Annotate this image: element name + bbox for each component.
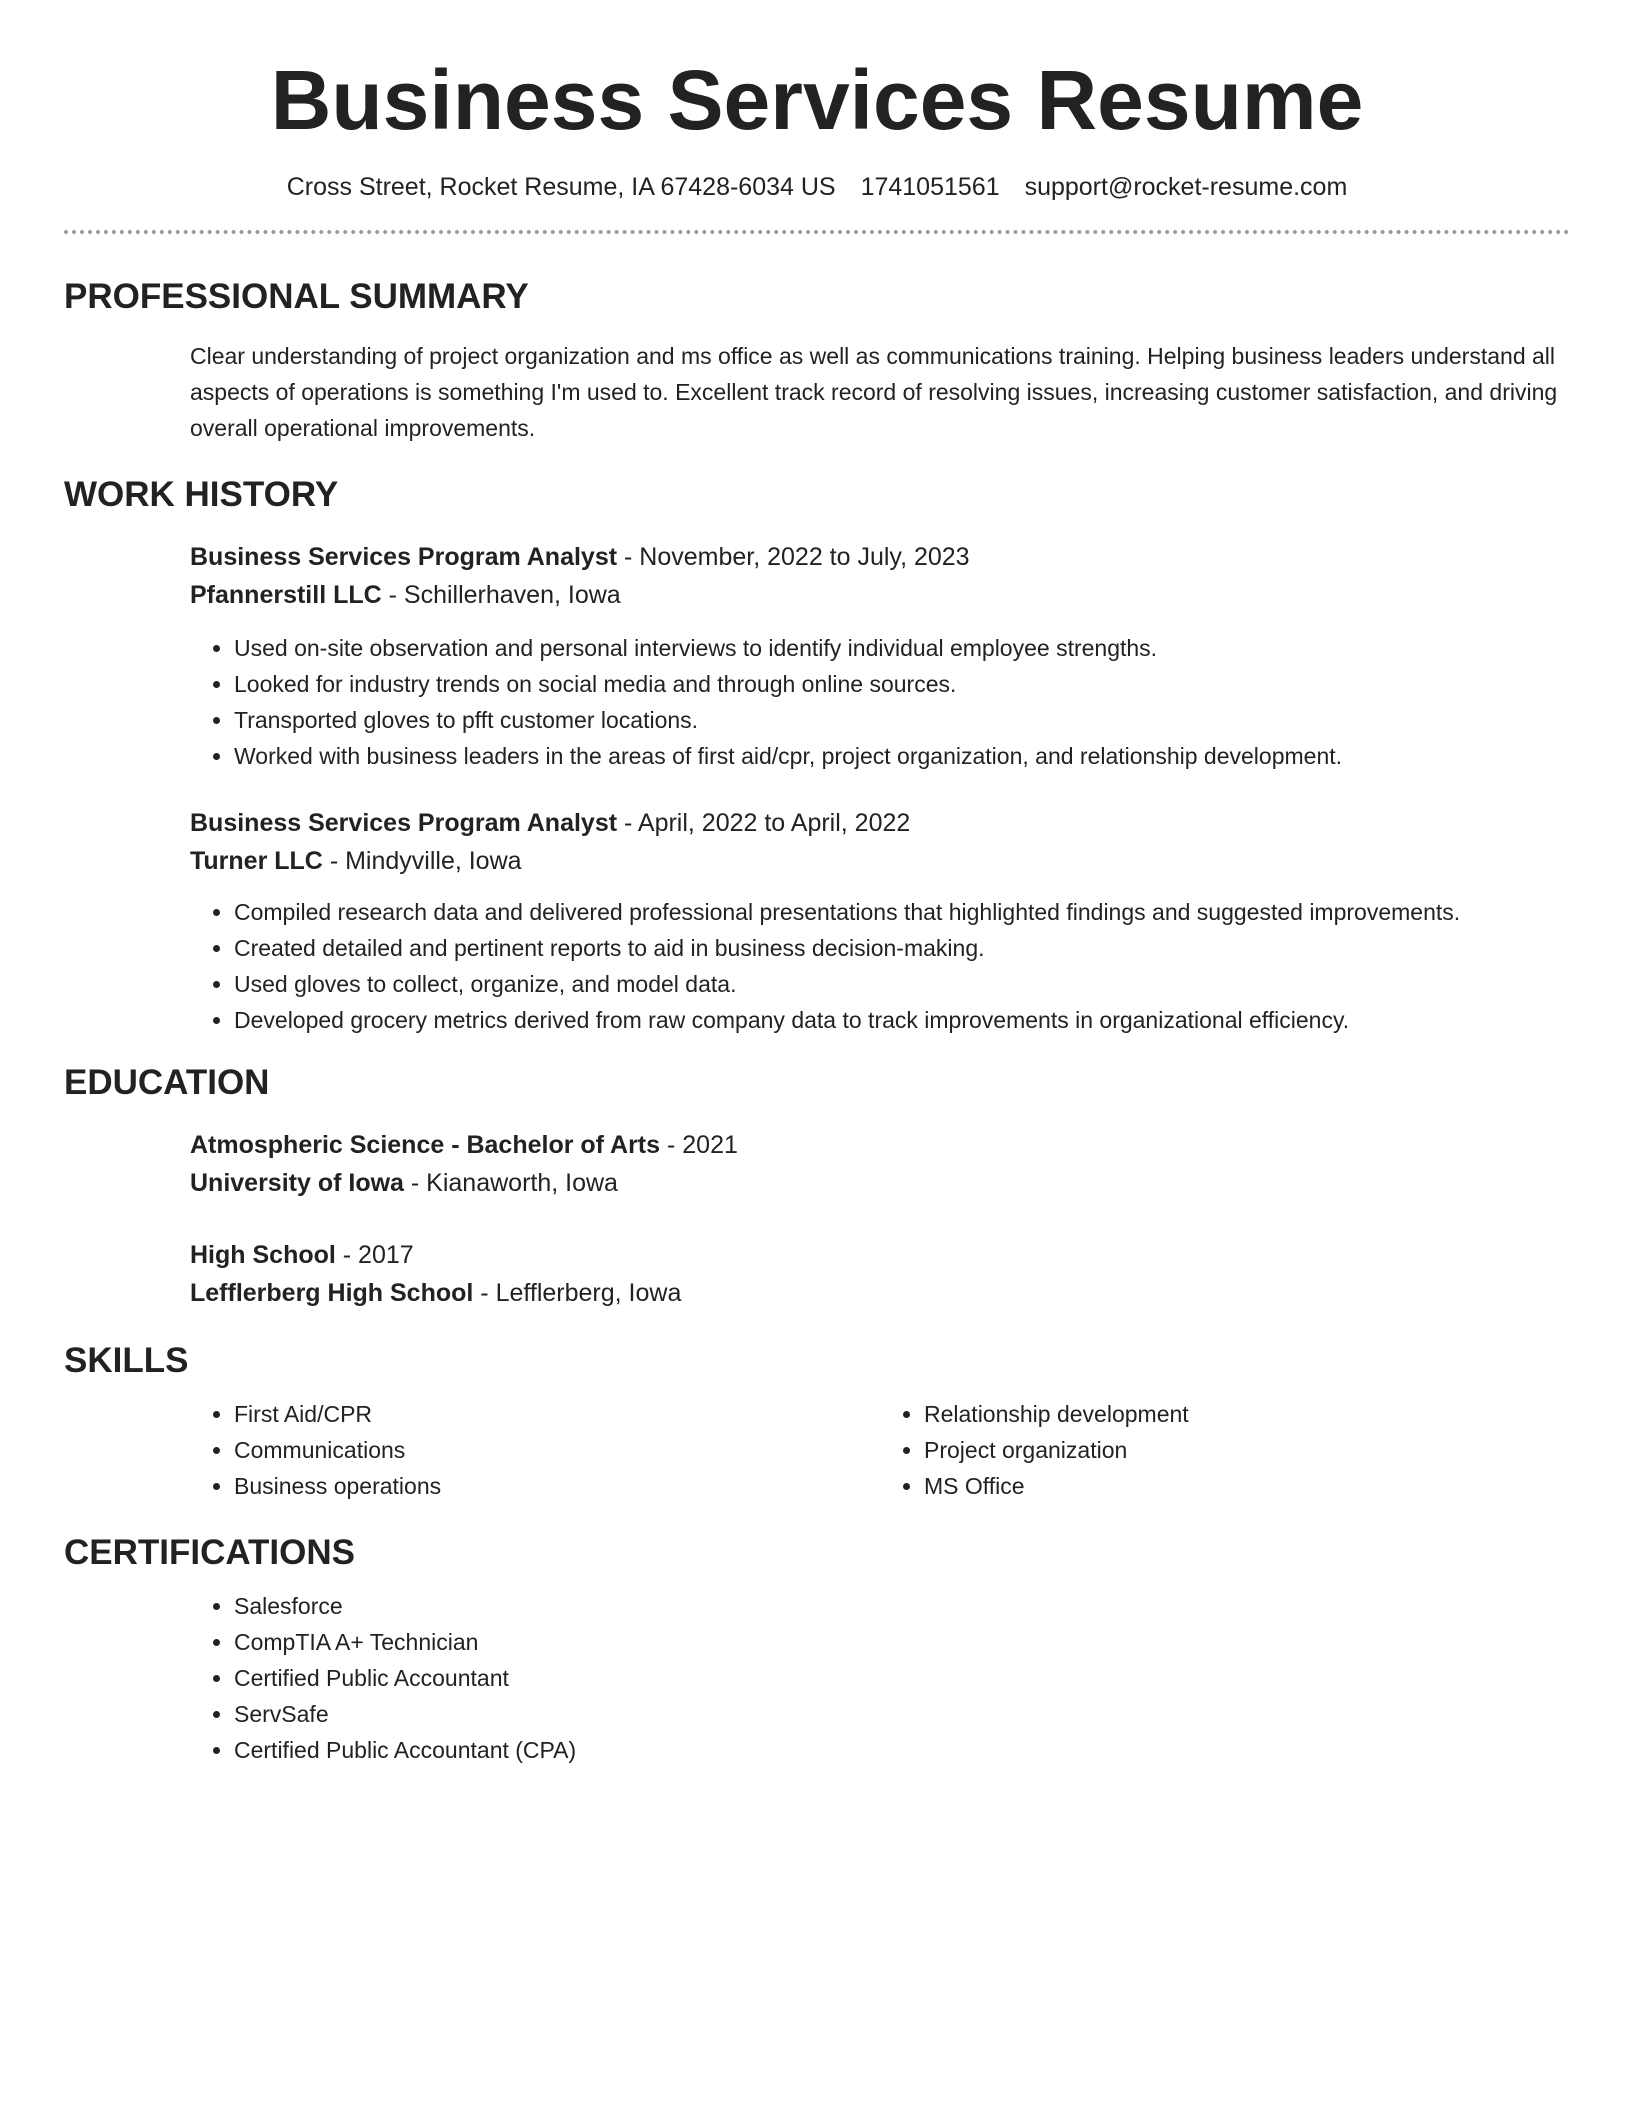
list-item: • Compiled research data and delivered professional presentations that highlighted findings and suggested improvements. <box>234 894 1570 930</box>
certifications-section <box>190 1588 1570 1768</box>
job-title-line <box>190 804 1570 842</box>
education-heading: EDUCATION <box>64 1063 270 1102</box>
school-line <box>190 1274 1570 1312</box>
list-item: • Looked for industry trends on social media and through online sources. <box>234 666 1570 702</box>
contact-line <box>64 172 1570 202</box>
summary-section <box>190 338 1570 446</box>
degree: High School <box>190 1241 336 1269</box>
school: Lefflerberg High School <box>190 1279 474 1307</box>
resume-title: Business Services Resume <box>270 53 1364 147</box>
job-dates: - April, 2022 to April, 2022 <box>617 809 911 837</box>
school: University of Iowa <box>190 1169 404 1197</box>
list-item: • Salesforce <box>234 1588 1570 1624</box>
education-section <box>190 1126 1570 1312</box>
list-item: • CompTIA A+ Technician <box>234 1624 1570 1660</box>
job-location: - Mindyville, Iowa <box>322 847 522 875</box>
list-item: • Certified Public Accountant (CPA) <box>234 1732 1570 1768</box>
summary-heading: PROFESSIONAL SUMMARY <box>64 277 529 316</box>
graduation-year: - 2021 <box>660 1131 738 1159</box>
skills-list-right <box>880 1396 1570 1504</box>
job-entry <box>190 804 1570 1038</box>
list-item: • ServSafe <box>234 1696 1570 1732</box>
education-entry <box>190 1236 1570 1312</box>
degree-line <box>190 1126 1570 1164</box>
list-item: • Developed grocery metrics derived from raw company data to track improvements in organizational efficiency. <box>234 1002 1570 1038</box>
certifications-list <box>190 1588 1570 1768</box>
school-location: - Lefflerberg, Iowa <box>473 1279 682 1307</box>
contact-phone: 1741051561 <box>860 173 1000 201</box>
job-duties-list <box>190 630 1570 774</box>
list-item: • Transported gloves to pfft customer locations. <box>234 702 1570 738</box>
skills-section <box>190 1396 1570 1504</box>
degree: Atmospheric Science - Bachelor of Arts <box>190 1131 661 1159</box>
list-item: • Communications <box>234 1432 880 1468</box>
job-company-line <box>190 576 1570 614</box>
job-company: Pfannerstill LLC <box>190 581 382 609</box>
education-entry <box>190 1126 1570 1202</box>
job-title: Business Services Program Analyst <box>190 543 618 571</box>
job-location: - Schillerhaven, Iowa <box>381 581 621 609</box>
job-company-line <box>190 842 1570 880</box>
skills-list-left <box>190 1396 880 1504</box>
list-item: • Used on-site observation and personal interviews to identify individual employee strengths. <box>234 630 1570 666</box>
school-line <box>190 1164 1570 1202</box>
work-history-section <box>190 538 1570 1038</box>
job-company: Turner LLC <box>190 847 323 875</box>
graduation-year: - 2017 <box>335 1241 414 1269</box>
list-item: • Used gloves to collect, organize, and model data. <box>234 966 1570 1002</box>
work-history-heading: WORK HISTORY <box>64 475 339 514</box>
job-title: Business Services Program Analyst <box>190 809 618 837</box>
school-location: - Kianaworth, Iowa <box>403 1169 618 1197</box>
list-item: • MS Office <box>924 1468 1570 1504</box>
resume-page <box>64 0 1570 1768</box>
list-item: • Worked with business leaders in the areas of first aid/cpr, project organization, and relationship development. <box>234 738 1570 774</box>
list-item: • Project organization <box>924 1432 1570 1468</box>
job-dates: - November, 2022 to July, 2023 <box>617 543 970 571</box>
job-title-line <box>190 538 1570 576</box>
list-item: • Certified Public Accountant <box>234 1660 1570 1696</box>
header-divider <box>64 230 1570 234</box>
degree-line <box>190 1236 1570 1274</box>
contact-address: Cross Street, Rocket Resume, IA 67428-6034 US <box>286 173 836 201</box>
list-item: • Relationship development <box>924 1396 1570 1432</box>
contact-email: support@rocket-resume.com <box>1024 173 1348 201</box>
certifications-heading: CERTIFICATIONS <box>64 1533 356 1572</box>
summary-text: Clear understanding of project organization and ms office as well as communications training. Helping business leaders understand all aspects of operations is something I'm used to. Excellent track record of resolving issues, increasing customer satisfaction, and driving overall operational improvements. <box>190 343 1558 441</box>
list-item: • Created detailed and pertinent reports to aid in business decision-making. <box>234 930 1570 966</box>
skills-heading: SKILLS <box>64 1341 189 1380</box>
job-duties-list <box>190 894 1570 1038</box>
list-item: • First Aid/CPR <box>234 1396 880 1432</box>
job-entry <box>190 538 1570 774</box>
list-item: • Business operations <box>234 1468 880 1504</box>
